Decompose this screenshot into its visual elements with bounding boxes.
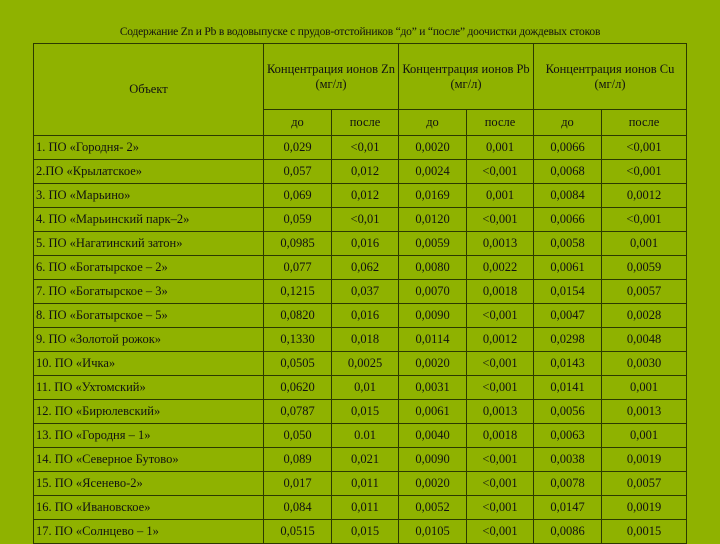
cell-cu-before: 0,0147 [534,496,602,520]
table-row [34,208,687,232]
cell-pb-before: 0,0040 [399,424,467,448]
table-row [34,448,687,472]
cell-cu-before: 0,0066 [534,136,602,160]
cell-zn-before: 0,0620 [264,376,332,400]
cell-zn-after: 0,016 [332,232,399,256]
cell-object: 14. ПО «Северное Бутово» [34,448,264,472]
cell-cu-before: 0,0154 [534,280,602,304]
cell-zn-before: 0,1215 [264,280,332,304]
cell-pb-after: <0,001 [467,352,534,376]
cell-zn-after: 0,015 [332,400,399,424]
table-row [34,160,687,184]
cell-cu-before: 0,0078 [534,472,602,496]
cell-pb-before: 0,0105 [399,520,467,544]
cell-pb-after: <0,001 [467,304,534,328]
table-row [34,328,687,352]
cell-zn-after: 0,021 [332,448,399,472]
subheader-zn-after: после [332,110,399,136]
table-row [34,352,687,376]
cell-cu-before: 0,0061 [534,256,602,280]
cell-object: 13. ПО «Городня – 1» [34,424,264,448]
cell-cu-after: 0,0019 [602,448,687,472]
cell-zn-before: 0,059 [264,208,332,232]
cell-zn-after: 0,012 [332,184,399,208]
subheader-cu-before: до [534,110,602,136]
cell-object: 3. ПО «Марьино» [34,184,264,208]
cell-cu-after: <0,001 [602,136,687,160]
cell-pb-after: 0,0012 [467,328,534,352]
cell-cu-before: 0,0066 [534,208,602,232]
cell-pb-before: 0,0061 [399,400,467,424]
table-row [34,280,687,304]
cell-pb-after: 0,0018 [467,424,534,448]
cell-zn-before: 0,0505 [264,352,332,376]
cell-zn-after: <0,01 [332,208,399,232]
cell-cu-before: 0,0068 [534,160,602,184]
subheader-cu-after: после [602,110,687,136]
cell-cu-after: 0,0015 [602,520,687,544]
cell-zn-after: 0,037 [332,280,399,304]
cell-cu-after: <0,001 [602,160,687,184]
table-row [34,496,687,520]
table-row [34,184,687,208]
cell-zn-before: 0,069 [264,184,332,208]
table-row [34,256,687,280]
cell-zn-before: 0,084 [264,496,332,520]
cell-zn-before: 0,0515 [264,520,332,544]
header-cu: Концентрация ионов Cu (мг/л) [534,44,687,110]
header-zn: Концентрация ионов Zn (мг/л) [264,44,399,110]
data-table [33,43,687,544]
cell-pb-after: <0,001 [467,376,534,400]
cell-zn-after: 0,018 [332,328,399,352]
cell-object: 10. ПО «Ичка» [34,352,264,376]
cell-pb-before: 0,0031 [399,376,467,400]
cell-zn-after: 0,015 [332,520,399,544]
cell-zn-before: 0,0985 [264,232,332,256]
cell-zn-after: 0,0025 [332,352,399,376]
subheader-zn-before: до [264,110,332,136]
subheader-pb-after: после [467,110,534,136]
table-body [34,136,687,544]
cell-cu-after: 0,0013 [602,400,687,424]
cell-pb-before: 0,0090 [399,304,467,328]
cell-cu-after: 0,001 [602,424,687,448]
table-row [34,400,687,424]
cell-zn-after: 0,062 [332,256,399,280]
cell-cu-after: 0,0057 [602,472,687,496]
cell-cu-before: 0,0047 [534,304,602,328]
cell-cu-after: 0,0059 [602,256,687,280]
cell-zn-before: 0,0787 [264,400,332,424]
header-object: Объект [34,44,264,136]
cell-pb-after: 0,001 [467,136,534,160]
cell-cu-after: <0,001 [602,208,687,232]
cell-cu-after: 0,0012 [602,184,687,208]
cell-zn-before: 0,077 [264,256,332,280]
cell-pb-after: <0,001 [467,520,534,544]
cell-pb-after: 0,001 [467,184,534,208]
cell-zn-after: 0,01 [332,376,399,400]
cell-zn-before: 0,017 [264,472,332,496]
cell-pb-before: 0,0020 [399,352,467,376]
cell-object: 1. ПО «Городня- 2» [34,136,264,160]
table-row [34,424,687,448]
cell-cu-after: 0,001 [602,232,687,256]
header-row [34,44,687,110]
cell-pb-after: 0,0013 [467,400,534,424]
cell-pb-before: 0,0024 [399,160,467,184]
cell-object: 2.ПО «Крылатское» [34,160,264,184]
table-row [34,376,687,400]
cell-cu-before: 0,0038 [534,448,602,472]
cell-cu-before: 0,0058 [534,232,602,256]
cell-pb-after: <0,001 [467,448,534,472]
cell-zn-before: 0,1330 [264,328,332,352]
cell-zn-before: 0,089 [264,448,332,472]
cell-pb-before: 0,0070 [399,280,467,304]
table-row [34,472,687,496]
cell-pb-after: <0,001 [467,208,534,232]
cell-object: 8. ПО «Богатырское – 5» [34,304,264,328]
cell-pb-after: 0,0013 [467,232,534,256]
cell-object: 11. ПО «Ухтомский» [34,376,264,400]
page-title: Содержание Zn и Pb в водовыпуске с прудов-отстойников “до” и “после” доочистки дождевых стоков [119,26,601,38]
cell-pb-before: 0,0059 [399,232,467,256]
cell-object: 15. ПО «Ясенево-2» [34,472,264,496]
cell-zn-after: 0,012 [332,160,399,184]
cell-cu-after: 0,0048 [602,328,687,352]
table-row [34,136,687,160]
cell-pb-before: 0,0120 [399,208,467,232]
cell-zn-after: 0.01 [332,424,399,448]
cell-object: 4. ПО «Марьинский парк–2» [34,208,264,232]
cell-pb-before: 0,0080 [399,256,467,280]
cell-pb-before: 0,0169 [399,184,467,208]
cell-zn-before: 0,0820 [264,304,332,328]
cell-cu-after: 0,0028 [602,304,687,328]
cell-cu-before: 0,0298 [534,328,602,352]
subheader-pb-before: до [399,110,467,136]
cell-cu-before: 0,0056 [534,400,602,424]
cell-cu-before: 0,0141 [534,376,602,400]
table-row [34,232,687,256]
cell-object: 7. ПО «Богатырское – 3» [34,280,264,304]
cell-cu-after: 0,0030 [602,352,687,376]
cell-object: 12. ПО «Бирюлевский» [34,400,264,424]
cell-pb-before: 0,0114 [399,328,467,352]
cell-object: 5. ПО «Нагатинский затон» [34,232,264,256]
cell-zn-before: 0,050 [264,424,332,448]
cell-pb-before: 0,0090 [399,448,467,472]
cell-cu-before: 0,0143 [534,352,602,376]
cell-pb-after: 0,0022 [467,256,534,280]
cell-pb-before: 0,0020 [399,136,467,160]
cell-cu-after: 0,0019 [602,496,687,520]
cell-cu-before: 0,0063 [534,424,602,448]
cell-pb-after: <0,001 [467,472,534,496]
cell-zn-after: 0,016 [332,304,399,328]
cell-object: 9. ПО «Золотой рожок» [34,328,264,352]
cell-cu-after: 0,0057 [602,280,687,304]
cell-object: 16. ПО «Ивановское» [34,496,264,520]
cell-cu-before: 0,0084 [534,184,602,208]
cell-zn-before: 0,057 [264,160,332,184]
table-row [34,304,687,328]
header-pb: Концентрация ионов Pb (мг/л) [399,44,534,110]
cell-pb-before: 0,0052 [399,496,467,520]
cell-cu-before: 0,0086 [534,520,602,544]
cell-pb-after: 0,0018 [467,280,534,304]
cell-pb-before: 0,0020 [399,472,467,496]
cell-zn-after: 0,011 [332,496,399,520]
cell-pb-after: <0,001 [467,160,534,184]
cell-cu-after: 0,001 [602,376,687,400]
cell-zn-before: 0,029 [264,136,332,160]
cell-pb-after: <0,001 [467,496,534,520]
cell-object: 6. ПО «Богатырское – 2» [34,256,264,280]
cell-object: 17. ПО «Солнцево – 1» [34,520,264,544]
cell-zn-after: 0,011 [332,472,399,496]
cell-zn-after: <0,01 [332,136,399,160]
